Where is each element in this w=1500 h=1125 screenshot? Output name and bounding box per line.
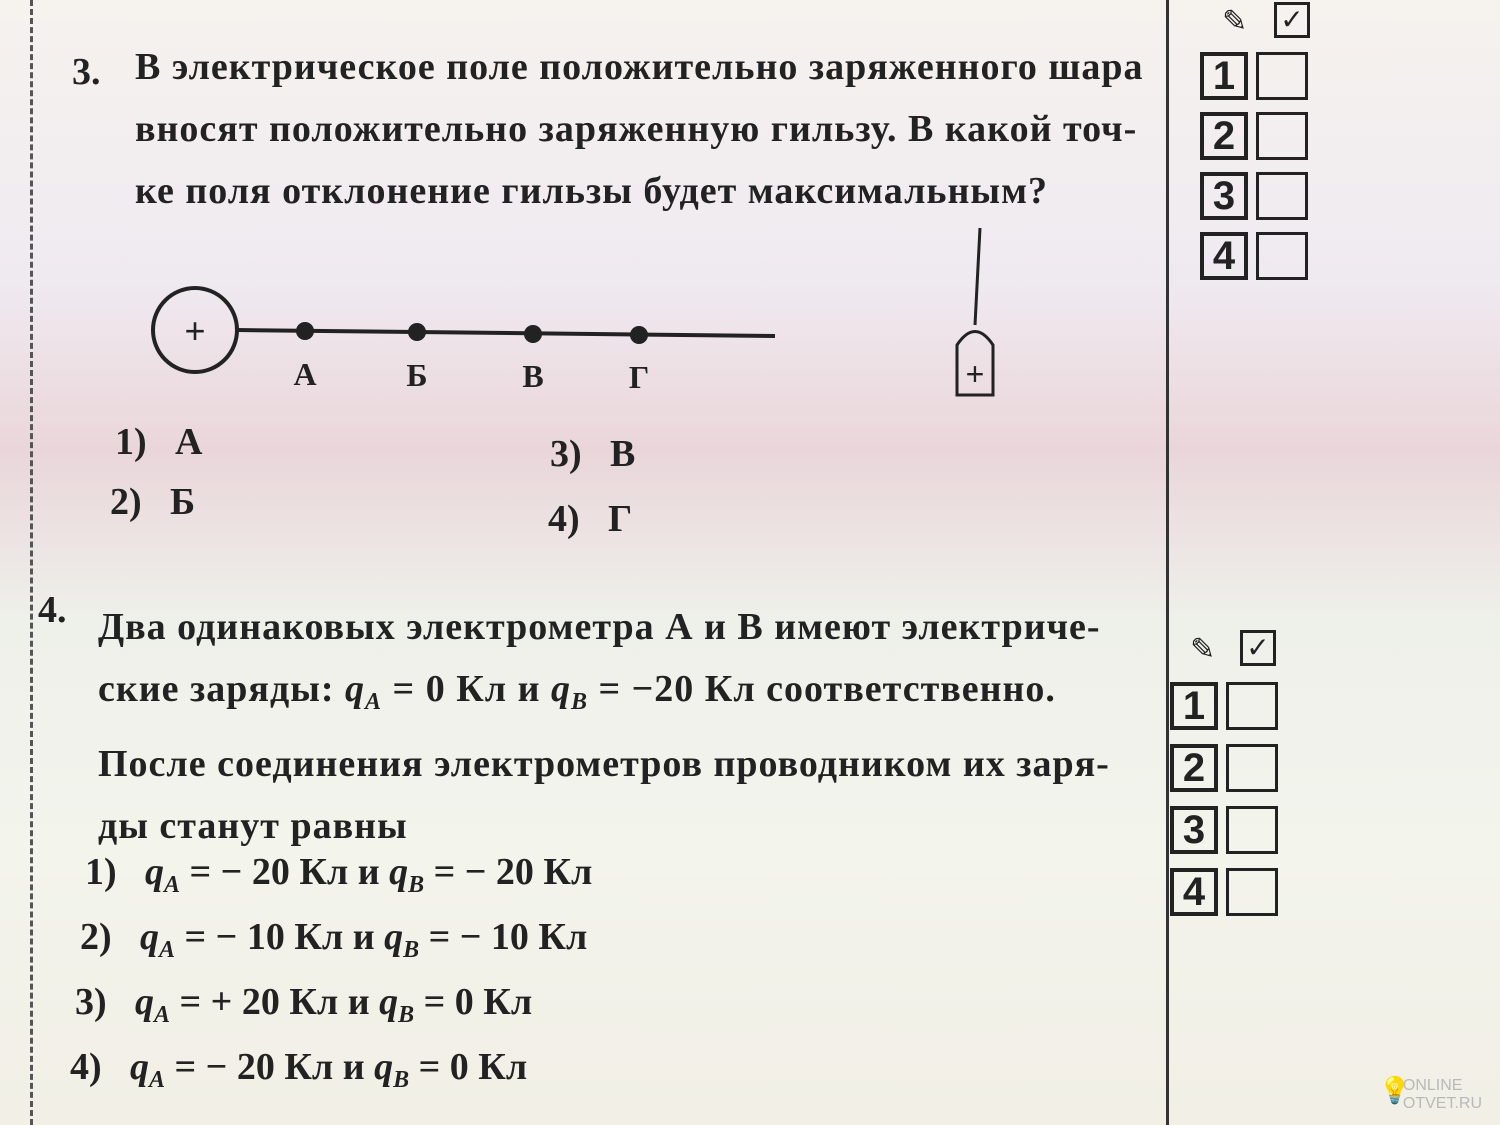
answer-row[interactable] (1200, 112, 1330, 166)
answer-row[interactable] (1200, 52, 1330, 106)
option-text: = 0 Кл (414, 981, 533, 1023)
charge-subscript: B (403, 937, 420, 963)
option-text: А (175, 421, 203, 463)
option-text: = − 20 Кл (424, 851, 593, 893)
answer-grid-q3 (1200, 0, 1330, 290)
option-number: 2) (110, 481, 142, 523)
charge-symbol: q (135, 981, 154, 1023)
charge-symbol: q (140, 916, 159, 958)
option-text: = − 10 Кл (419, 916, 588, 958)
pen-icon: ✎ (1190, 632, 1216, 667)
answer-row[interactable] (1170, 744, 1300, 798)
question-text (135, 36, 1165, 222)
question-line: После соединения электрометров проводником их заря- (98, 743, 1110, 785)
charge-subscript: A (159, 937, 176, 963)
option-number: 4) (70, 1046, 102, 1088)
answer-cell[interactable] (1226, 806, 1278, 854)
answer-cell[interactable] (1226, 868, 1278, 916)
charge-symbol: q (379, 981, 399, 1023)
answer-number: 1 (1170, 682, 1218, 730)
answer-row[interactable] (1170, 868, 1300, 922)
answer-cell[interactable] (1256, 172, 1308, 220)
option-2[interactable] (110, 480, 195, 524)
option-4[interactable] (548, 497, 632, 541)
watermark-line: OTVET.RU (1402, 1095, 1482, 1112)
pen-icon: ✎ (1222, 4, 1248, 39)
text-fragment: = 0 Кл и (382, 668, 551, 710)
charge-subscript: A (149, 1067, 166, 1093)
option-1[interactable] (115, 420, 202, 464)
charge-symbol: q (374, 1046, 394, 1088)
option-text: = − 10 Кл и (175, 916, 385, 958)
thread (975, 228, 980, 325)
charge-subscript: A (365, 689, 383, 715)
lightbulb-icon: 💡 (1378, 1075, 1412, 1105)
charge-symbol: q (550, 668, 571, 710)
option-number: 1) (115, 421, 147, 463)
question-number: 3. (72, 51, 101, 93)
answer-grid-header (1222, 2, 1342, 42)
option-text: = − 20 Кл и (180, 851, 390, 893)
ball-sign: + (184, 310, 206, 351)
point-label: В (522, 358, 544, 394)
column-divider (1166, 0, 1169, 1125)
answer-row[interactable] (1200, 172, 1330, 226)
question-line: вносят положительно заряженную гильзу. В какой точ- (135, 108, 1138, 150)
charge-subscript: B (570, 689, 588, 715)
charge-subscript: A (154, 1002, 171, 1028)
option-number: 2) (80, 916, 112, 958)
field-line (237, 330, 775, 336)
answer-number: 3 (1170, 806, 1218, 854)
answer-number: 2 (1170, 744, 1218, 792)
question-text (98, 596, 1158, 857)
point-label: Г (628, 359, 650, 395)
answer-cell[interactable] (1256, 52, 1308, 100)
watermark-line: ONLINE (1402, 1077, 1463, 1094)
checkbox-icon: ✓ (1240, 630, 1276, 666)
point-a-dot (296, 322, 314, 340)
charge-symbol: q (384, 916, 404, 958)
option-text: Б (170, 481, 196, 523)
answer-grid-q4 (1170, 630, 1300, 920)
option-text: = 0 Кл (409, 1046, 528, 1088)
point-b-dot (408, 323, 426, 341)
answer-number: 2 (1200, 112, 1248, 160)
charge-symbol: q (389, 851, 409, 893)
text-fragment: = −20 Кл соответственно. (587, 668, 1056, 710)
question-line: В электрическое поле положительно заряженного шара (135, 46, 1144, 88)
charge-symbol: q (145, 851, 164, 893)
option-text: = − 20 Кл и (165, 1046, 375, 1088)
answer-cell[interactable] (1226, 744, 1278, 792)
option-number: 4) (548, 498, 580, 540)
question-line: ды станут равны (98, 805, 408, 847)
option-text: В (610, 433, 636, 475)
option-3[interactable] (550, 432, 635, 476)
question-line: ке поля отклонение гильзы будет максимальным? (135, 170, 1048, 212)
option-2[interactable] (80, 915, 587, 964)
answer-cell[interactable] (1226, 682, 1278, 730)
question-line: Два одинаковых электрометра А и В имеют электриче- (98, 606, 1101, 648)
option-number: 3) (550, 433, 582, 475)
charge-subscript: B (393, 1067, 410, 1093)
answer-number: 4 (1200, 232, 1248, 280)
option-3[interactable] (75, 980, 532, 1029)
answer-number: 1 (1200, 52, 1248, 100)
charge-symbol: q (345, 668, 366, 710)
point-label: А (293, 356, 317, 392)
point-g-dot (630, 326, 648, 344)
text-fragment: ские заряды: (98, 668, 346, 710)
answer-number: 4 (1170, 868, 1218, 916)
charge-subscript: B (408, 872, 425, 898)
cut-line (30, 0, 33, 1125)
watermark (1378, 1075, 1482, 1113)
option-text: Г (608, 498, 633, 540)
answer-row[interactable] (1200, 232, 1330, 286)
option-4[interactable] (70, 1045, 527, 1094)
answer-cell[interactable] (1256, 232, 1308, 280)
charge-symbol: q (130, 1046, 149, 1088)
option-number: 1) (85, 851, 117, 893)
option-text: = + 20 Кл и (170, 981, 380, 1023)
charge-subscript: B (398, 1002, 415, 1028)
charge-subscript: A (164, 872, 181, 898)
field-diagram (145, 220, 1045, 410)
point-label: Б (406, 357, 428, 393)
option-1[interactable] (85, 850, 592, 899)
point-v-dot (524, 325, 542, 343)
sleeve-sign: + (965, 356, 985, 392)
answer-grid-header (1190, 630, 1310, 670)
answer-number: 3 (1200, 172, 1248, 220)
question-number: 4. (38, 589, 67, 631)
checkbox-icon: ✓ (1274, 2, 1310, 38)
question-line (98, 658, 1158, 733)
answer-row[interactable] (1170, 806, 1300, 860)
option-number: 3) (75, 981, 107, 1023)
answer-cell[interactable] (1256, 112, 1308, 160)
answer-row[interactable] (1170, 682, 1300, 736)
